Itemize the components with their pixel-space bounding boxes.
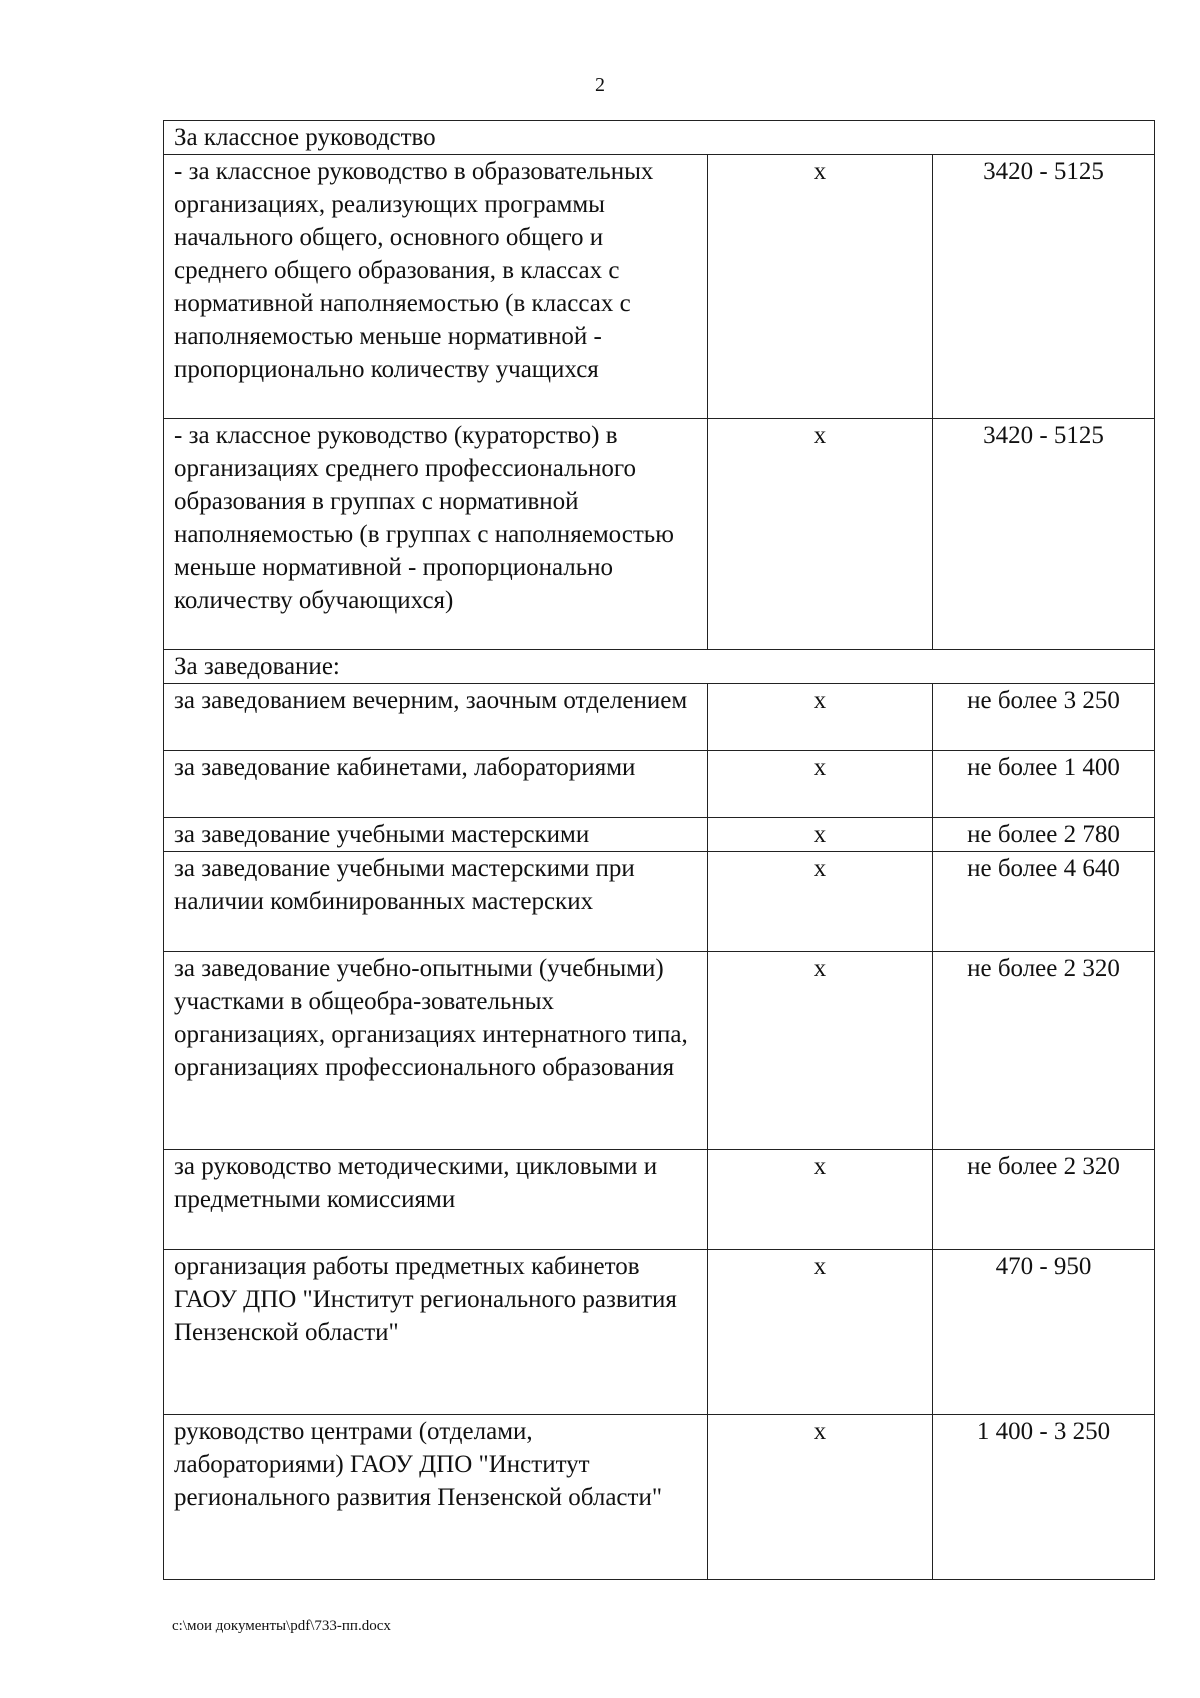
row-value: 3420 - 5125 (933, 419, 1155, 650)
row-value: не более 2 320 (933, 1150, 1155, 1250)
table-row (164, 155, 1155, 419)
page-number: 2 (595, 74, 605, 96)
row-label: за заведование учебными мастерскими (164, 818, 708, 852)
table-row (164, 952, 1155, 1150)
table-row (164, 751, 1155, 818)
row-mark: х (708, 1415, 933, 1580)
table-row (164, 1250, 1155, 1415)
allowance-table (163, 120, 1155, 1580)
row-label: за руководство методическими, цикловыми и предметными комиссиями (164, 1150, 708, 1250)
row-mark: х (708, 1250, 933, 1415)
row-mark: х (708, 155, 933, 419)
row-label: за заведованием вечерним, заочным отделением (164, 684, 708, 751)
row-mark: х (708, 419, 933, 650)
table-row (164, 684, 1155, 751)
table-row (164, 1415, 1155, 1580)
row-value: 470 - 950 (933, 1250, 1155, 1415)
row-mark: х (708, 751, 933, 818)
row-label: - за классное руководство (кураторство) в организациях среднего профессионального образования в группах с нормативной наполняемостью (в группах с наполняемостью меньше нормативной - пропорционально количеству обучающихся) (164, 419, 708, 650)
section-title-heading-management: За заведование: (164, 650, 1155, 684)
section-title-class-management: За классное руководство (164, 121, 1155, 155)
table-row (164, 818, 1155, 852)
row-label: руководство центрами (отделами, лабораториями) ГАОУ ДПО "Институт регионального развития Пензенской области" (164, 1415, 708, 1580)
table-row (164, 1150, 1155, 1250)
row-mark: х (708, 818, 933, 852)
row-label: за заведование учебными мастерскими при наличии комбинированных мастерских (164, 852, 708, 952)
row-mark: х (708, 852, 933, 952)
row-value: 3420 - 5125 (933, 155, 1155, 419)
row-value: не более 3 250 (933, 684, 1155, 751)
section-row (164, 650, 1155, 684)
table-row (164, 852, 1155, 952)
row-value: не более 4 640 (933, 852, 1155, 952)
section-row (164, 121, 1155, 155)
row-mark: х (708, 684, 933, 751)
row-value: 1 400 - 3 250 (933, 1415, 1155, 1580)
row-value: не более 2 780 (933, 818, 1155, 852)
row-value: не более 2 320 (933, 952, 1155, 1150)
row-label: за заведование кабинетами, лабораториями (164, 751, 708, 818)
row-label: за заведование учебно-опытными (учебными) участками в общеобра-зовательных организациях, организациях интернатного типа, организациях профессионального образования (164, 952, 708, 1150)
row-value: не более 1 400 (933, 751, 1155, 818)
row-label: - за классное руководство в образовательных организациях, реализующих программы начального общего, основного общего и среднего общего образования, в классах с нормативной наполняемостью (в классах с наполняемостью меньше нормативной - пропорционально количеству учащихся (164, 155, 708, 419)
table-row (164, 419, 1155, 650)
row-mark: х (708, 1150, 933, 1250)
footer-file-path: c:\мои документы\pdf\733-пп.docx (172, 1618, 391, 1634)
row-mark: х (708, 952, 933, 1150)
row-label: организация работы предметных кабинетов ГАОУ ДПО "Институт регионального развития Пензенской области" (164, 1250, 708, 1415)
